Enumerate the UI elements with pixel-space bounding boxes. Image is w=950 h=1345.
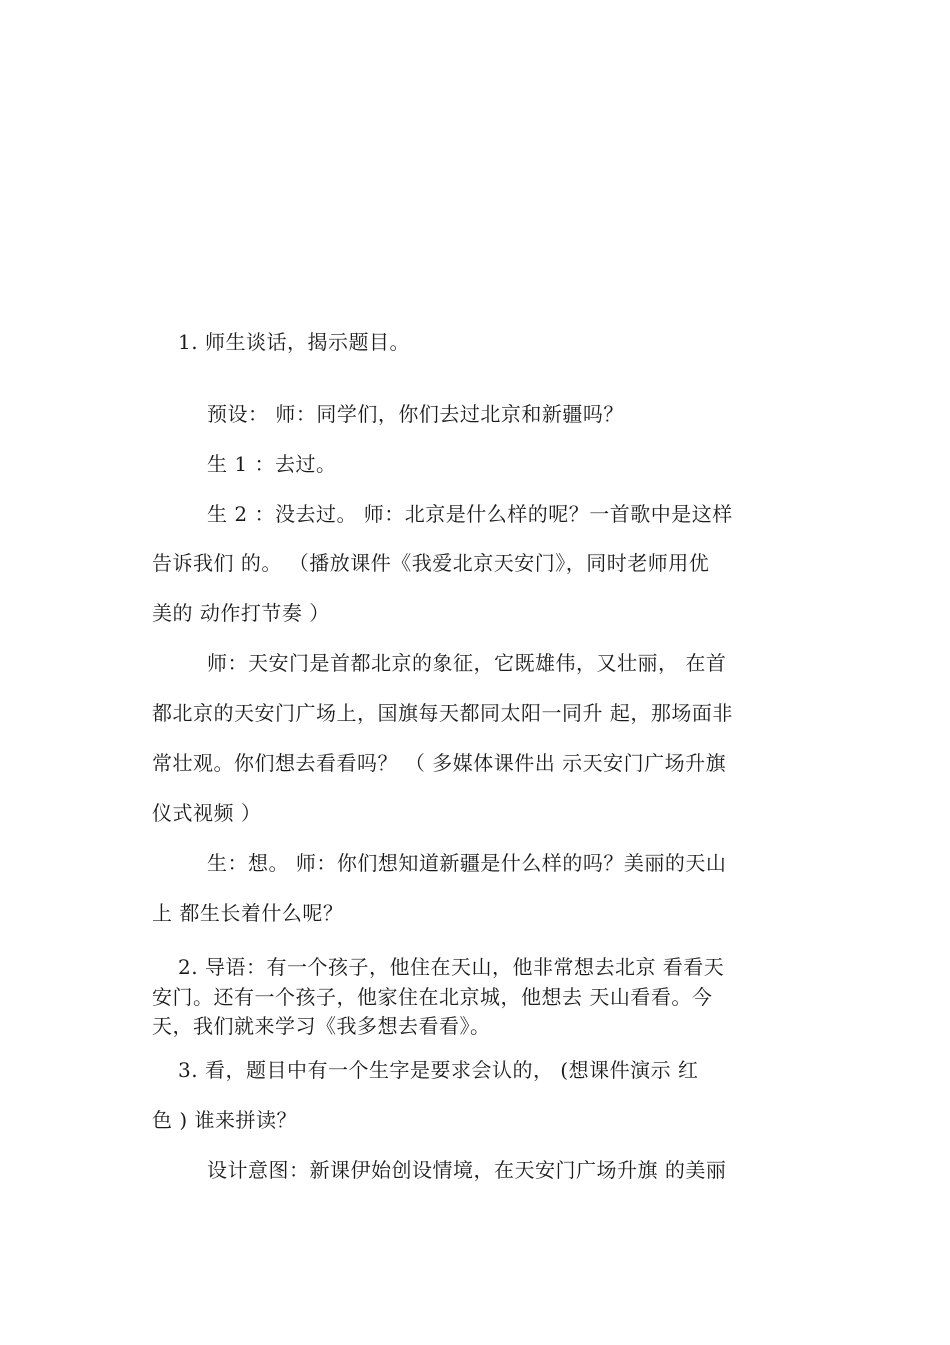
paragraph-line: 上 都生长着什么呢？ [152, 901, 344, 925]
paragraph-line: 师：天安门是首都北京的象征，它既雄伟，又壮丽， 在首 [207, 651, 727, 675]
paragraph-line: 天，我们就来学习《我多想去看看》。 [152, 1014, 491, 1038]
paragraph-line: 色 ) 谁来拼读？ [152, 1108, 298, 1132]
paragraph-line: 常壮观。你们想去看看吗？ （ 多媒体课件出 示天安门广场升旗 [152, 751, 727, 775]
paragraph-line: 安门。还有一个孩子，他家住在北京城，他想去 天山看看。今 [152, 985, 713, 1009]
paragraph-line: 仪式视频 ） [152, 801, 262, 825]
paragraph-line: 生 1 ：去过。 [207, 452, 337, 476]
paragraph-line: 生：想。 师：你们想知道新疆是什么样的吗？美丽的天山 [207, 851, 727, 875]
paragraph-line: 生 2 ：没去过。 师：北京是什么样的呢？一首歌中是这样 [207, 502, 733, 526]
paragraph-line: 都北京的天安门广场上，国旗每天都同太阳一同升 起，那场面非 [152, 701, 733, 725]
paragraph-line: 设计意图：新课伊始创设情境，在天安门广场升旗 的美丽 [207, 1158, 727, 1182]
heading-step-2: 2. 导语：有一个孩子，他住在天山，他非常想去北京 看看天 [178, 955, 725, 979]
paragraph-line: 美的 动作打节奏 ） [152, 601, 330, 625]
paragraph-line: 预设： 师：同学们，你们去过北京和新疆吗？ [207, 402, 624, 426]
heading-step-1: 1. 师生谈话，揭示题目。 [178, 330, 410, 354]
heading-step-3: 3. 看，题目中有一个生字是要求会认的， (想课件演示 红 [178, 1058, 699, 1082]
paragraph-line: 告诉我们 的。 （播放课件《我爱北京天安门》，同时老师用优 [152, 551, 710, 575]
